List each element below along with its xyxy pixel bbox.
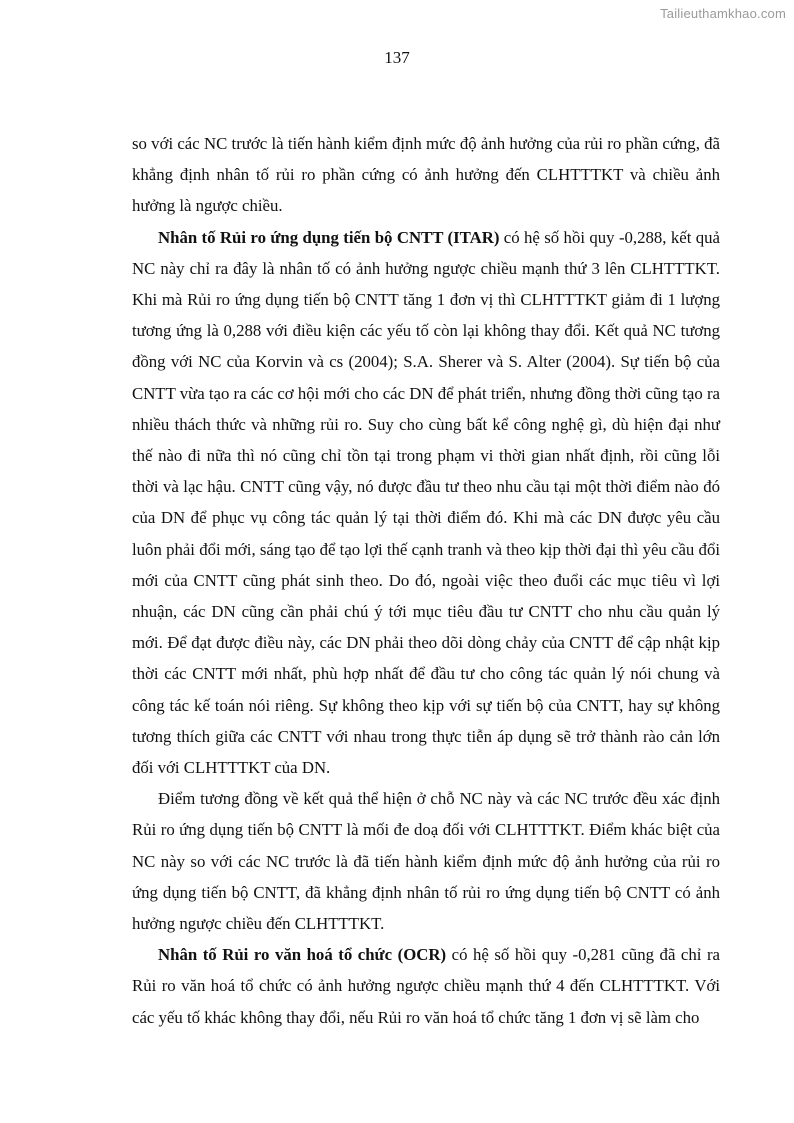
paragraph-text: so với các NC trước là tiến hành kiểm định mức độ ảnh hưởng của rủi ro phần cứng, đã khẳng định nhân tố rủi ro phần cứng có ảnh hưởng đến CLHTTTKT và chiều ảnh hưởng là ngược chiều. (132, 134, 720, 216)
paragraph-comparison (132, 783, 720, 939)
paragraph-heading-ocr: Nhân tố Rủi ro văn hoá tổ chức (OCR) (158, 945, 447, 965)
page-number: 137 (384, 48, 410, 67)
document-body (132, 128, 720, 1033)
paragraph-itar (132, 222, 720, 784)
paragraph-heading-itar: Nhân tố Rủi ro ứng dụng tiến bộ CNTT (ITAR) (158, 227, 500, 247)
paragraph-continuation (132, 128, 720, 222)
paragraph-text: có hệ số hồi quy -0,281 cũng đã chỉ ra Rủi ro văn hoá tổ chức có ảnh hưởng ngược chiều mạnh thứ 4 đến CLHTTTKT. Với các yếu tố khác không thay đổi, nếu Rủi ro văn hoá tổ chức tăng 1 đơn vị sẽ làm cho (132, 945, 721, 1027)
paragraph-ocr (132, 939, 720, 1033)
watermark-text: Tailieuthamkhao.com (660, 6, 786, 21)
paragraph-text: có hệ số hồi quy -0,288, kết quả NC này chỉ ra đây là nhân tố có ảnh hưởng ngược chiều mạnh thứ 3 lên CLHTTTKT. Khi mà Rủi ro ứng dụng tiến bộ CNTT tăng 1 đơn vị thì CLHTTTKT giảm đi 1 lượng tương ứng là 0,288 với điều kiện các yếu tố còn lại không thay đổi. Kết quả NC tương đồng với NC của Korvin và cs (2004); S.A. Sherer và S. Alter (2004). Sự tiến bộ của CNTT vừa tạo ra các cơ hội mới cho các DN để phát triển, nhưng đồng thời cũng tạo ra nhiều thách thức và những rủi ro. Suy cho cùng bất kể công nghệ gì, dù hiện đại như thế nào đi nữa thì nó cũng chỉ tồn tại trong phạm vi thời gian nhất định, rồi cũng lỗi thời và lạc hậu. CNTT cũng vậy, nó được đầu tư theo nhu cầu tại một thời điểm nào đó của DN để phục vụ công tác quản lý tại thời điểm đó. Khi mà các DN được yêu cầu luôn phải đổi mới, sáng tạo để tạo lợi thế cạnh tranh và theo kịp thời đại thì yêu cầu đổi mới của CNTT cũng phát sinh theo. Do đó, ngoài việc theo đuổi các mục tiêu vì lợi nhuận, các DN cũng cần phải chú ý tới mục tiêu đầu tư CNTT cho nhu cầu quản lý mới. Để đạt được điều này, các DN phải theo dõi dòng chảy của CNTT để cập nhật kịp thời các CNTT mới nhất, phù hợp nhất để đầu tư cho công tác quản lý nói chung và công tác kế toán nói riêng. Sự không theo kịp với sự tiến bộ của CNTT, hay sự không tương thích giữa các CNTT với nhau trong thực tiễn áp dụng sẽ trở thành rào cản lớn đối với CLHTTTKT của DN. (132, 227, 720, 778)
paragraph-text: Điểm tương đồng về kết quả thể hiện ở chỗ NC này và các NC trước đều xác định Rủi ro ứng dụng tiến bộ CNTT là mối đe doạ đối với CLHTTTKT. Điểm khác biệt của NC này so với các NC trước là đã tiến hành kiểm định mức độ ảnh hưởng của rủi ro ứng dụng tiến bộ CNTT, đã khẳng định nhân tố rủi ro ứng dụng tiến bộ CNTT có ảnh hưởng ngược chiều đến CLHTTTKT. (132, 789, 720, 934)
